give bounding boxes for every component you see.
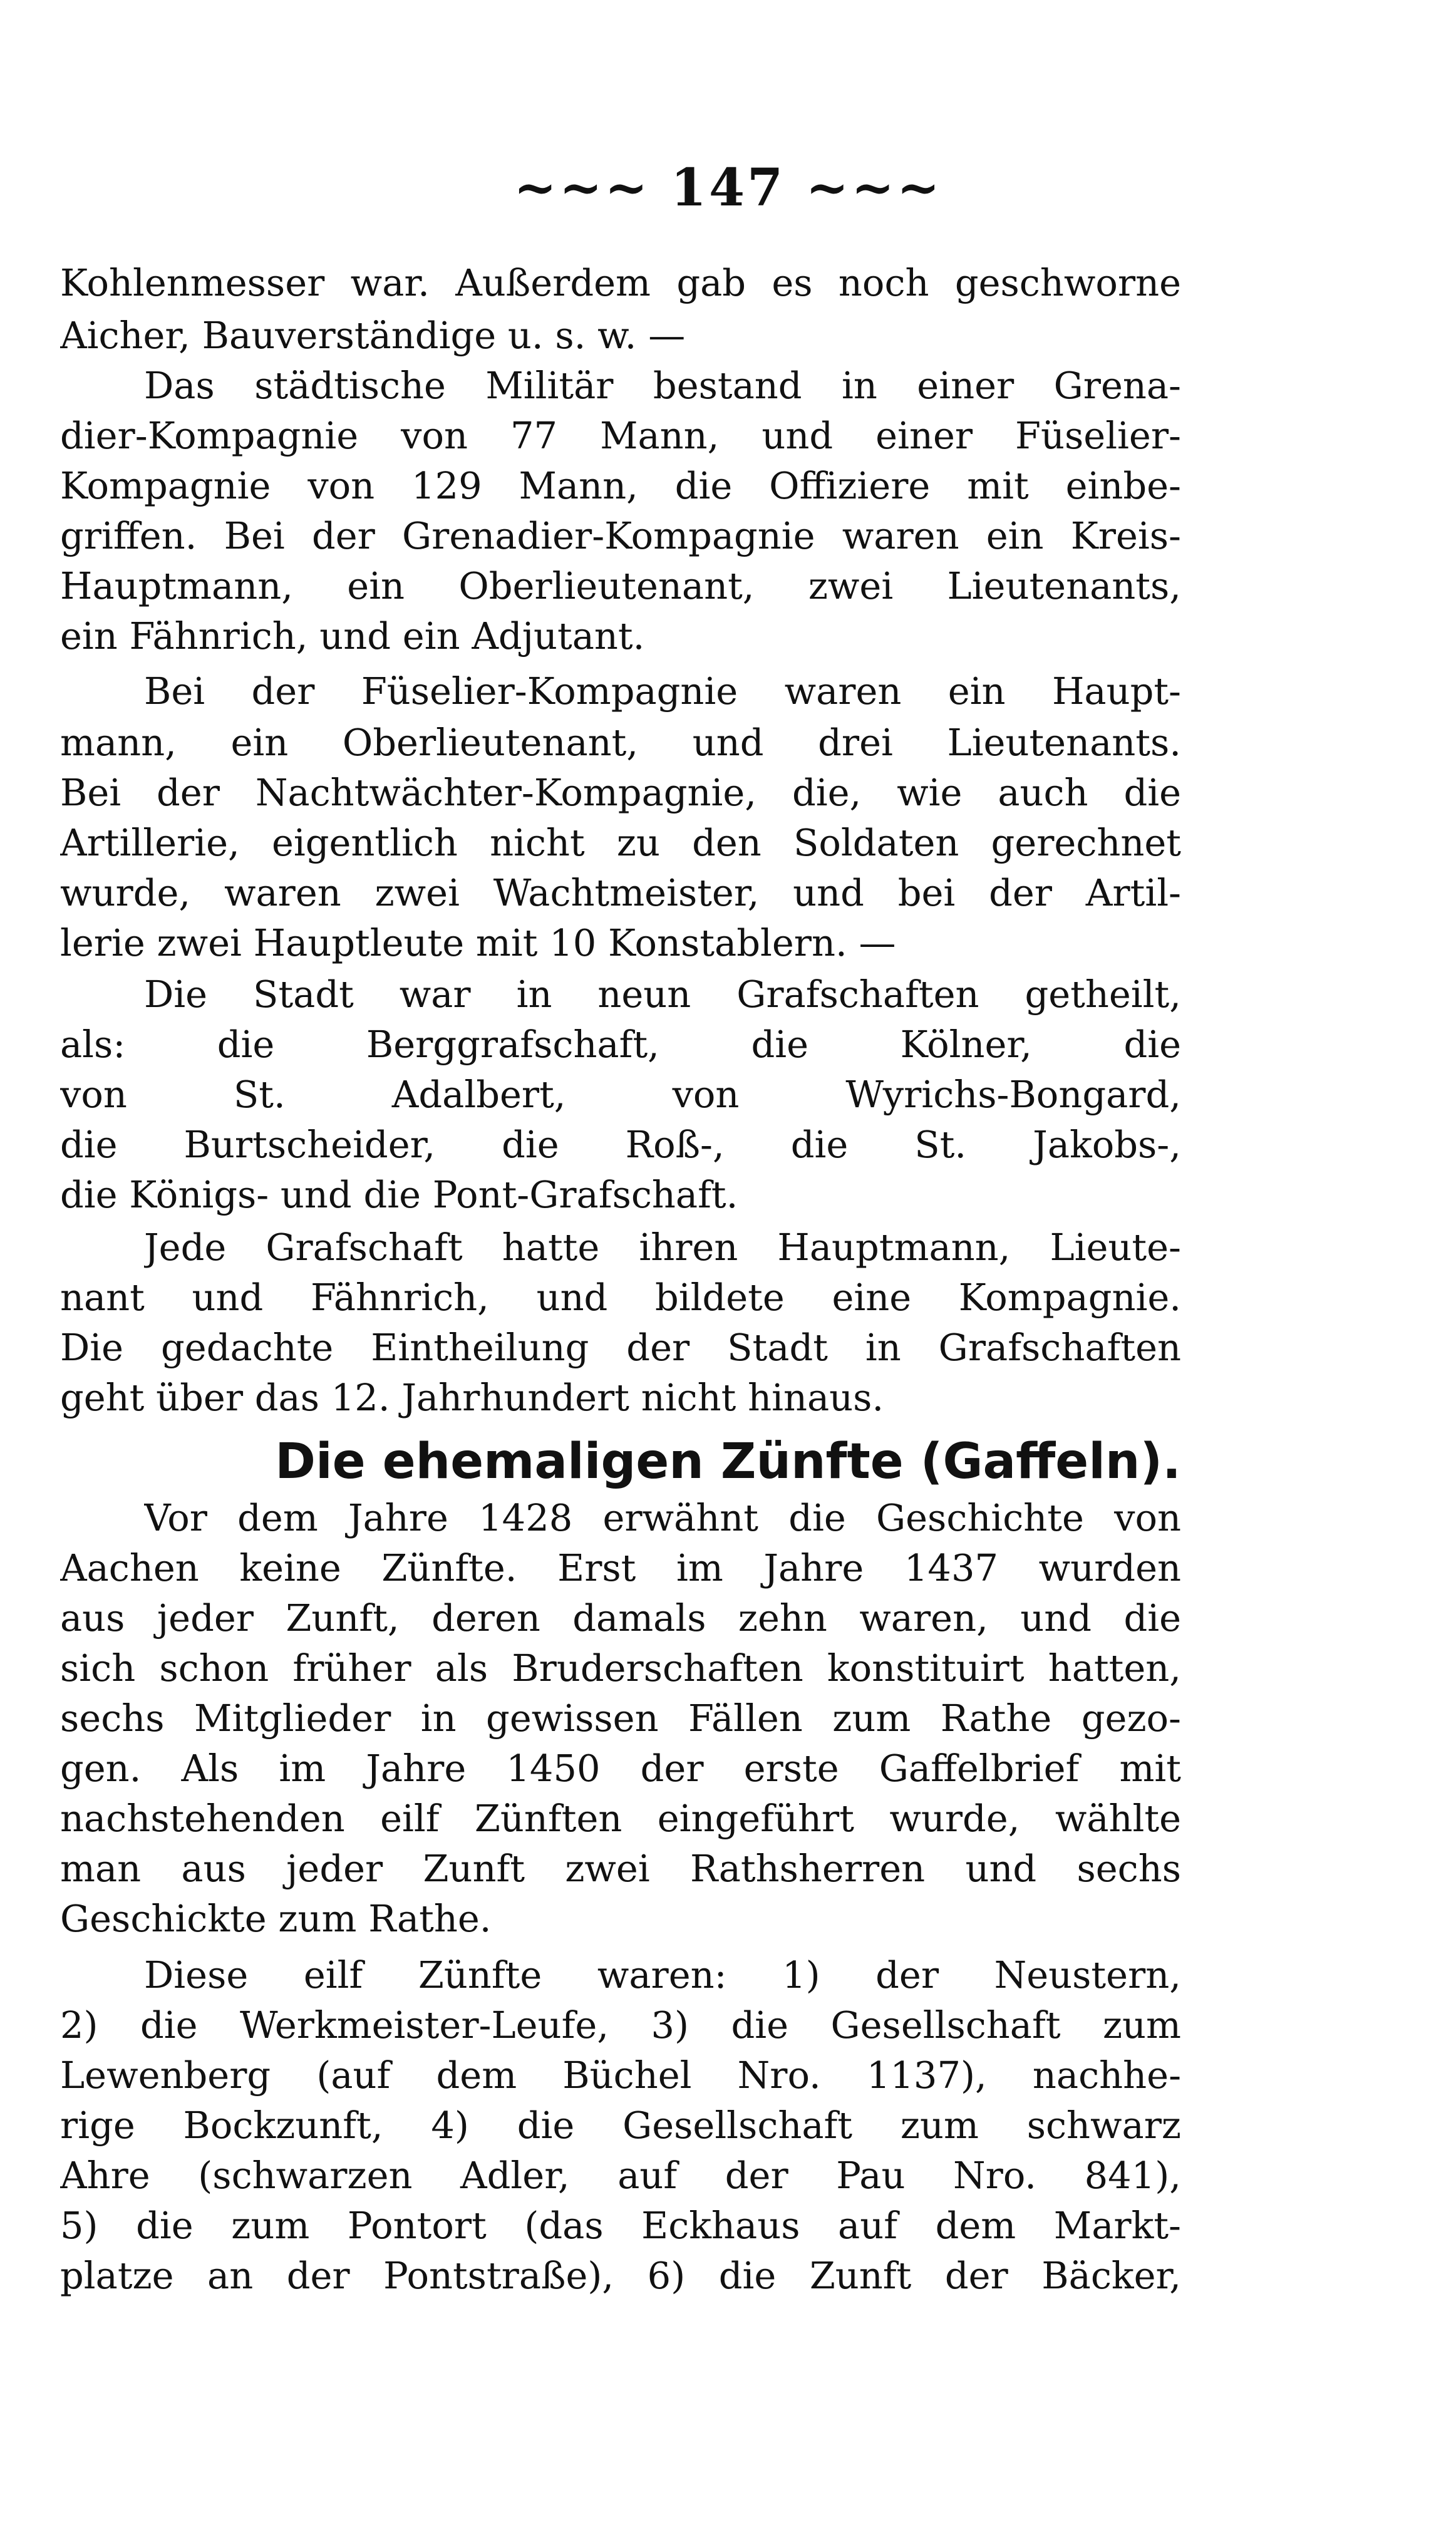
text-line: Bei der Nachtwächter-Kompagnie, die, wie auch die xyxy=(60,771,1181,814)
text-line: platze an der Pontstraße), 6) die Zunft der Bäcker, xyxy=(60,2254,1181,2297)
text-line: mann, ein Oberlieutenant, und drei Lieutenants. xyxy=(60,721,1181,764)
text-line: ein Fähnrich, und ein Adjutant. xyxy=(60,614,645,658)
text-line: Kohlenmesser war. Außerdem gab es noch geschworne xyxy=(60,261,1181,304)
text-line: als: die Berggrafschaft, die Kölner, die xyxy=(60,1023,1181,1066)
text-line: Geschickte zum Rathe. xyxy=(60,1897,492,1940)
text-line: Ahre (schwarzen Adler, auf der Pau Nro. 841), xyxy=(60,2154,1181,2197)
text-line: rige Bockzunft, 4) die Gesellschaft zum schwarz xyxy=(60,2104,1181,2147)
text-line: von St. Adalbert, von Wyrichs-Bongard, xyxy=(60,1073,1181,1116)
section-heading: Die ehemaligen Zünfte (Gaffeln). xyxy=(275,1434,1181,1490)
text-line: die Königs- und die Pont-Grafschaft. xyxy=(60,1173,738,1216)
text-line: Die Stadt war in neun Grafschaften getheilt, xyxy=(144,973,1181,1016)
text-line: 5) die zum Pontort (das Eckhaus auf dem Markt- xyxy=(60,2204,1181,2247)
text-line: lerie zwei Hauptleute mit 10 Konstablern. — xyxy=(60,921,896,964)
text-line: aus jeder Zunft, deren damals zehn waren, und die xyxy=(60,1596,1181,1640)
text-line: 2) die Werkmeister-Leufe, 3) die Gesellschaft zum xyxy=(60,2003,1181,2047)
text-line: Jede Grafschaft hatte ihren Hauptmann, Lieute- xyxy=(144,1226,1181,1269)
text-line: dier-Kompagnie von 77 Mann, und einer Füselier- xyxy=(60,414,1181,457)
text-line: Lewenberg (auf dem Büchel Nro. 1137), nachhe- xyxy=(60,2054,1181,2097)
text-line: Bei der Füselier-Kompagnie waren ein Haupt- xyxy=(144,669,1181,713)
text-line: nachstehenden eilf Zünften eingeführt wurde, wählte xyxy=(60,1797,1181,1840)
text-line: Diese eilf Zünfte waren: 1) der Neustern, xyxy=(144,1953,1181,1997)
text-line: Hauptmann, ein Oberlieutenant, zwei Lieutenants, xyxy=(60,564,1181,607)
text-line: gen. Als im Jahre 1450 der erste Gaffelbrief mit xyxy=(60,1747,1181,1790)
text-line: Aicher, Bauverständige u. s. w. — xyxy=(60,314,686,357)
text-line: Artillerie, eigentlich nicht zu den Soldaten gerechnet xyxy=(60,821,1181,864)
text-line: sich schon früher als Bruderschaften konstituirt hatten, xyxy=(60,1646,1181,1690)
text-line: nant und Fähnrich, und bildete eine Kompagnie. xyxy=(60,1276,1181,1319)
text-line: man aus jeder Zunft zwei Rathsherren und sechs xyxy=(60,1847,1181,1890)
text-line: Die gedachte Eintheilung der Stadt in Grafschaften xyxy=(60,1326,1181,1369)
text-line: die Burtscheider, die Roß-, die St. Jakobs-, xyxy=(60,1123,1181,1166)
text-line: Aachen keine Zünfte. Erst im Jahre 1437 wurden xyxy=(60,1546,1181,1589)
text-line: Kompagnie von 129 Mann, die Offiziere mit einbe- xyxy=(60,464,1181,507)
text-line: wurde, waren zwei Wachtmeister, und bei der Artil- xyxy=(60,871,1181,914)
text-line: Das städtische Militär bestand in einer Grena- xyxy=(144,364,1181,407)
page-number: ~~~ 147 ~~~ xyxy=(514,158,942,218)
text-line: geht über das 12. Jahrhundert nicht hinaus. xyxy=(60,1376,884,1419)
text-line: Vor dem Jahre 1428 erwähnt die Geschichte von xyxy=(144,1496,1181,1539)
text-line: griffen. Bei der Grenadier-Kompagnie waren ein Kreis- xyxy=(60,514,1181,557)
text-line: sechs Mitglieder in gewissen Fällen zum Rathe gezo- xyxy=(60,1697,1181,1740)
